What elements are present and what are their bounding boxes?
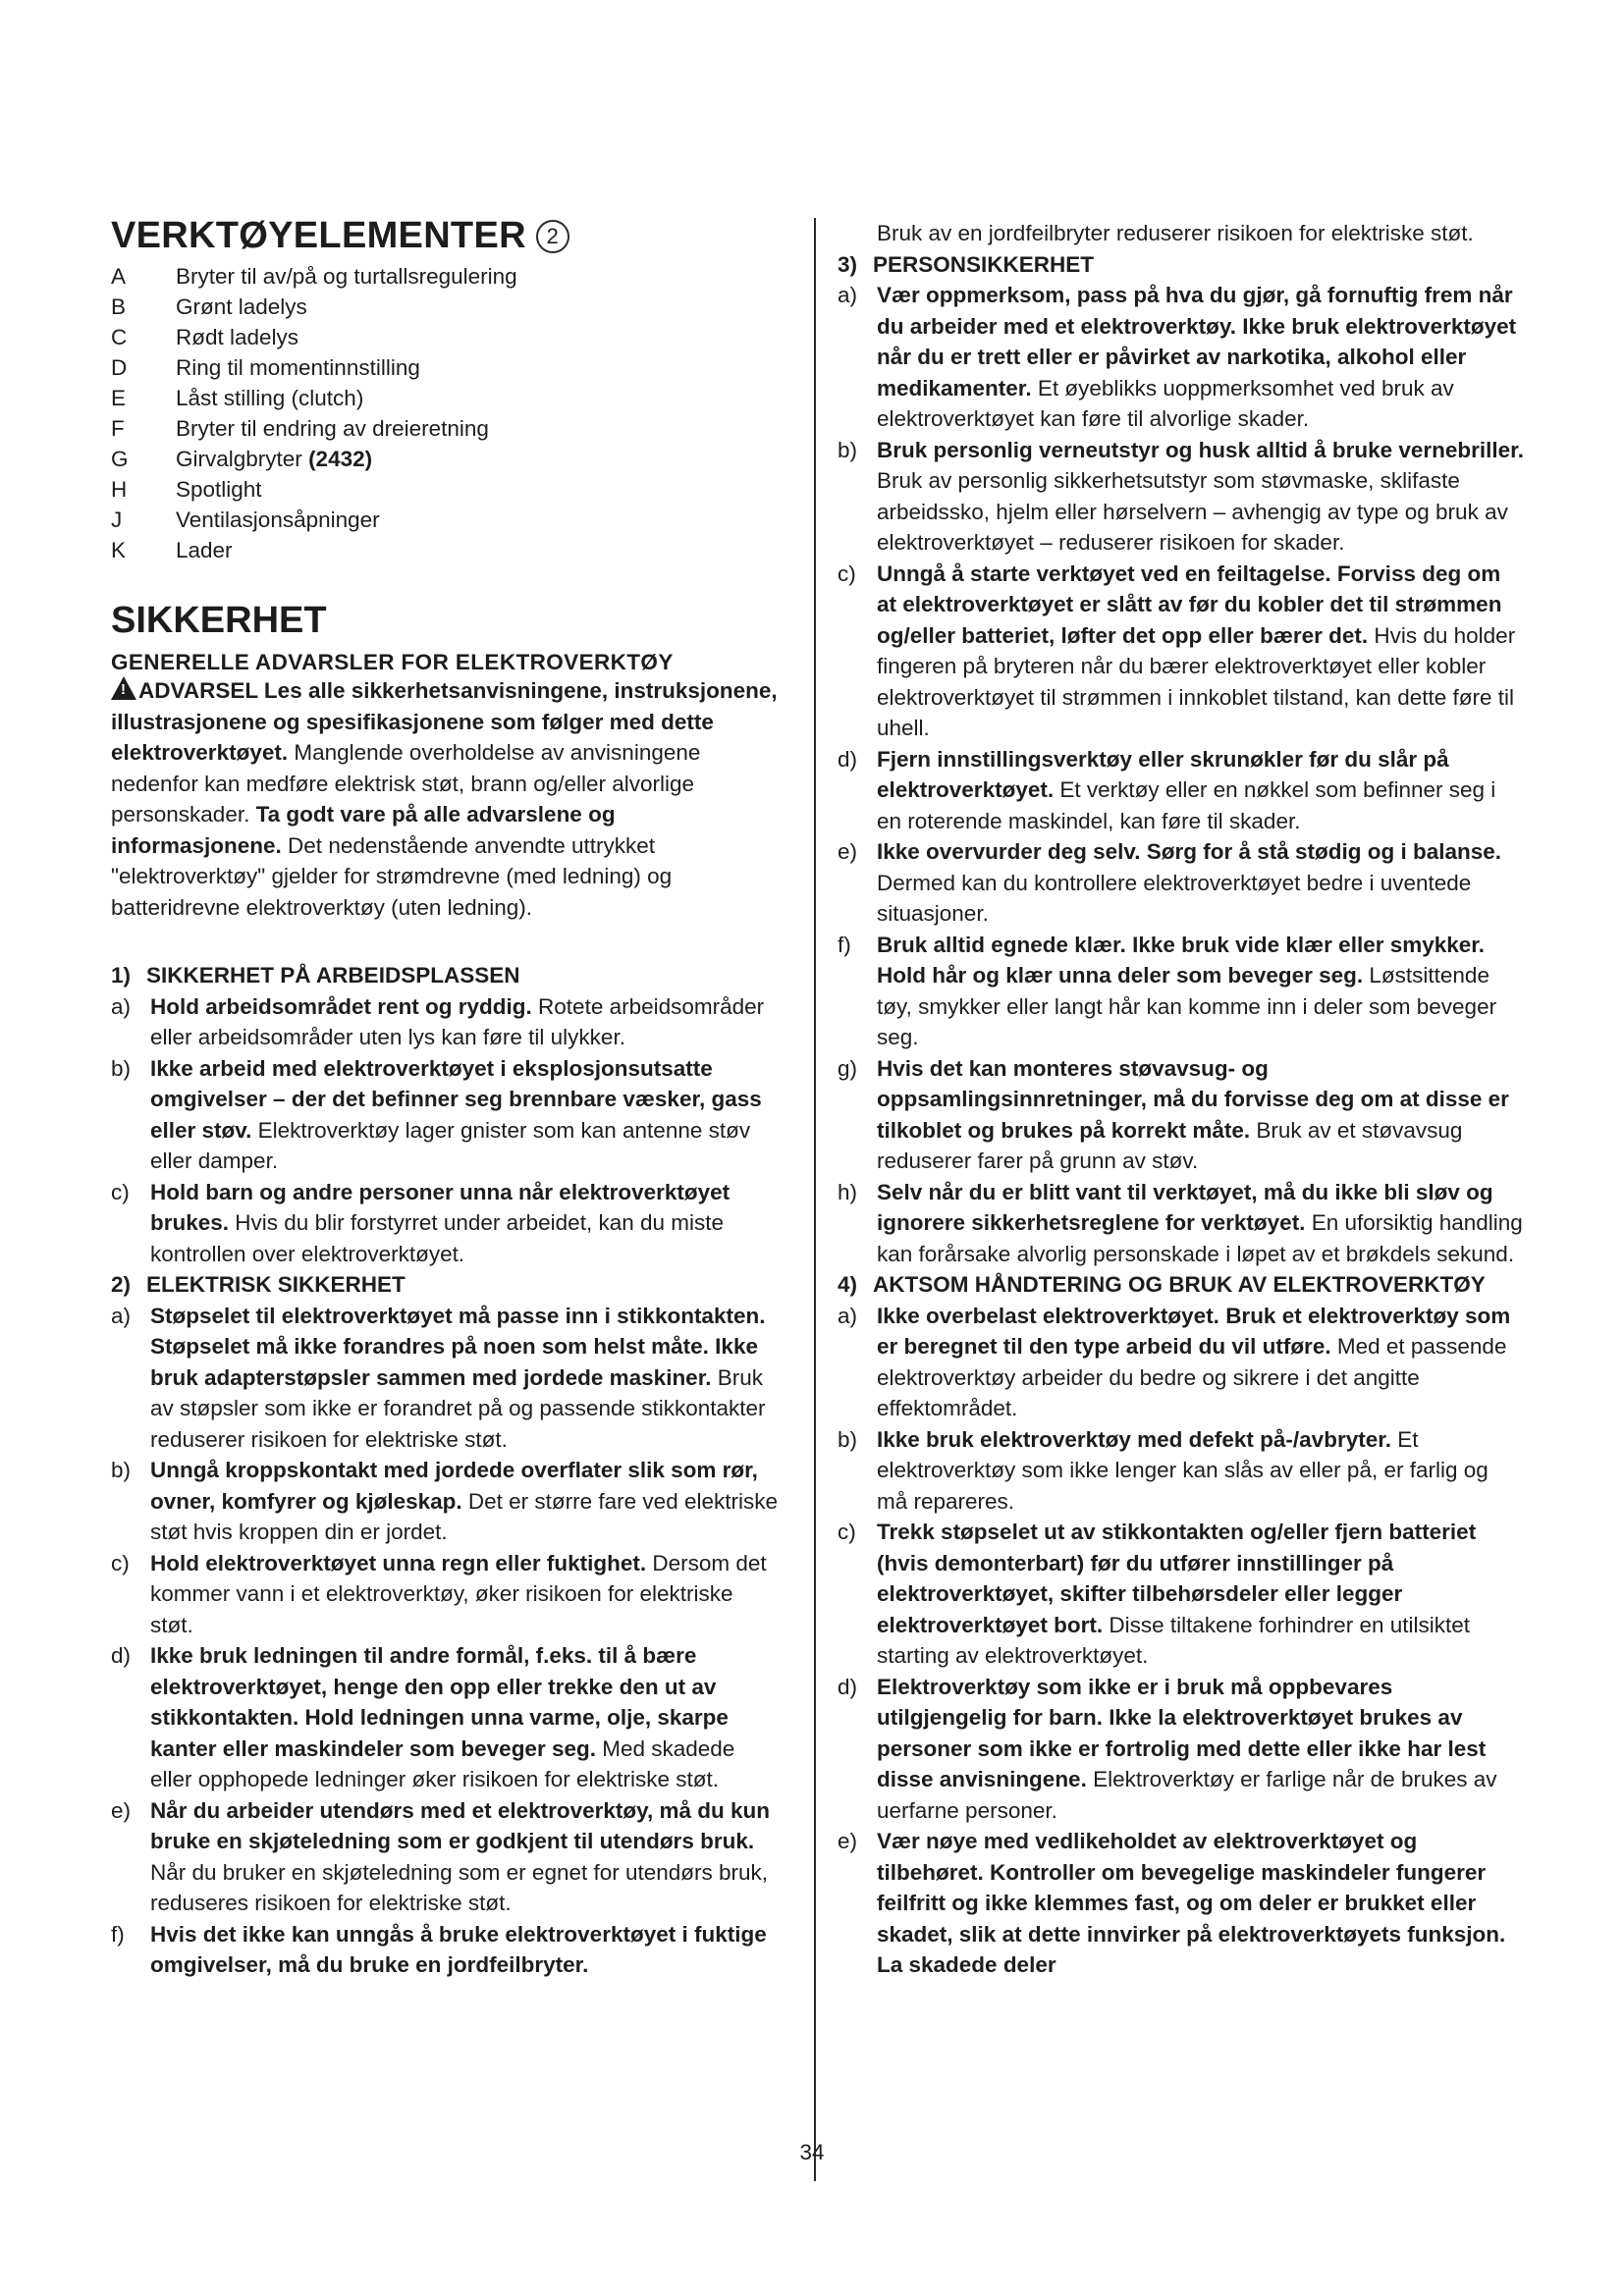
list-item: d) Elektroverktøy som ikke er i bruk må oppbevares utilgjengelig for barn. Ikke la elektroverktøyet brukes av personer som ikke er fortrolig med dette eller ikke har lest disse anvisningene. Elektroverktøy er farlige når de brukes av uerfarne personer. bbox=[838, 1674, 1497, 1823]
safety-heading: SIKKERHET bbox=[111, 600, 327, 641]
list-item: d) Ikke bruk ledningen til andre formål, f.eks. til å bære elektroverktøyet, henge den opp eller trekke den ut av stikkontakten. Hold ledningen unna varme, olje, skarpe kanter eller maskindeler som beveger seg. Med skadede eller opphopede ledninger øker risikoen for elektriske støt. bbox=[111, 1643, 735, 1791]
left-column bbox=[111, 214, 779, 1981]
list-item: b) Ikke arbeid med elektroverktøyet i eksplosjonsutsatte omgivelser – der det befinner seg brennbare væsker, gass eller støv. Elektroverktøy lager gnister som kan antenne støv eller damper. bbox=[111, 1055, 762, 1173]
figure-reference-circle: 2 bbox=[536, 220, 569, 253]
list-item: a) Hold arbeidsområdet rent og ryddig. Rotete arbeidsområder eller arbeidsområder uten lys kan føre til ulykker. bbox=[111, 993, 765, 1049]
elements-list bbox=[111, 261, 779, 565]
section-heading: 1) SIKKERHET PÅ ARBEIDSPLASSEN bbox=[111, 963, 520, 988]
warning-triangle-icon bbox=[111, 676, 136, 700]
warning-paragraph: !ADVARSEL Les alle sikkerhetsanvisningene, instruksjonene, illustrasjonene og spesifikasjonene som følger med dette elektroverktøyet. Manglende overholdelse av anvisningene nedenfor kan medføre elektrisk støt, brann og/eller alvorlige personskader. Ta godt vare på alle advarslene og informasjonene. Det nedenstående anvendte uttrykket "elektroverktøy" gjelder for strømdrevne (med ledning) og batteridrevne elektroverktøy (uten ledning). bbox=[111, 675, 779, 923]
list-item: g) Hvis det kan monteres støvavsug- og oppsamlingsinnretninger, må du forvisse deg om at disse er tilkoblet og brukes på korrekt måte. Bruk av et støvavsug reduserer farer på grunn av støv. bbox=[838, 1055, 1509, 1173]
element-item: A Bryter til av/på og turtallsregulering bbox=[111, 264, 517, 289]
safety-subheading: GENERELLE ADVARSLER FOR ELEKTROVERKTØY bbox=[111, 650, 674, 674]
list-item: e) Ikke overvurder deg selv. Sørg for å stå stødig og i balanse. Dermed kan du kontrollere elektroverktøyet bedre i uventede situasjoner. bbox=[838, 839, 1502, 926]
list-item: e) Vær nøye med vedlikeholdet av elektroverktøyet og tilbehøret. Kontroller om bevegelige maskindeler fungerer feilfritt og ikke klemmes fast, og om deler er brukket eller skadet, slik at dette innvirker på elektroverktøyets funksjon. La skadede deler bbox=[838, 1829, 1506, 1977]
element-item: K Lader bbox=[111, 538, 233, 562]
list-item: a) Ikke overbelast elektroverktøyet. Bruk et elektroverktøy som er beregnet til den type arbeid du vil utføre. Med et passende elektroverktøy arbeider du bedre og sikrere i det angitte effektområdet. bbox=[838, 1303, 1511, 1420]
element-item: B Grønt ladelys bbox=[111, 294, 307, 319]
page-number: 34 bbox=[799, 2140, 825, 2164]
list-item: f) Hvis det ikke kan unngås å bruke elektroverktøyet i fuktige omgivelser, må du bruke en jordfeilbryter. bbox=[111, 1921, 767, 1977]
column-divider bbox=[814, 218, 816, 2181]
list-item: c) Unngå å starte verktøyet ved en feiltagelse. Forviss deg om at elektroverktøyet er slått av før du kobler det til strømmen og/eller batteriet, løfter det opp eller bærer det. Hvis du holder fingeren på bryteren når du bærer elektroverktøyet eller kobler elektroverktøyet til strømmen i innkoblet tilstand, kan dette føre til uhell. bbox=[838, 561, 1516, 740]
elements-heading: VERKTØYELEMENTER 2 bbox=[111, 214, 779, 257]
list-item: b) Bruk personlig verneutstyr og husk alltid å bruke vernebriller. Bruk av personlig sikkerhetsutstyr som støvmaske, sklifaste arbeidssko, hjelm eller hørselvern – avhengig av type og bruk av elektroverktøyet – reduserer risikoen for skader. bbox=[838, 437, 1524, 555]
list-item: c) Trekk støpselet ut av stikkontakten og/eller fjern batteriet (hvis demonterbart) før du utfører innstillinger på elektroverktøyet, skifter tilbehørsdeler eller legger elektroverktøyet bort. Disse tiltakene forhindrer en utilsiktet starting av elektroverktøyet. bbox=[838, 1520, 1477, 1668]
continuation-text: Bruk av en jordfeilbryter reduserer risikoen for elektriske støt. bbox=[877, 221, 1474, 245]
list-item: h) Selv når du er blitt vant til verktøyet, må du ikke bli sløv og ignorere sikkerhetsreglene for verktøyet. En uforsiktig handling kan forårsake alvorlig personskade i løpet av et brøkdels sekund. bbox=[838, 1179, 1523, 1266]
list-item: a) Vær oppmerksom, pass på hva du gjør, gå fornuftig frem når du arbeider med et elektroverktøy. Ikke bruk elektroverktøyet når du er trett eller er påvirket av narkotika, alkohol eller medikamenter. Et øyeblikks uoppmerksomhet ved bruk av elektroverktøyet kan føre til alvorlige skader. bbox=[838, 283, 1517, 431]
right-column bbox=[838, 218, 1525, 1981]
section-heading: 3) PERSONSIKKERHET bbox=[838, 251, 1095, 277]
list-item: c) Hold barn og andre personer unna når elektroverktøyet brukes. Hvis du blir forstyrret under arbeidet, kan du miste kontrollen over elektroverktøyet. bbox=[111, 1179, 731, 1266]
element-item: E Låst stilling (clutch) bbox=[111, 386, 364, 410]
element-item: C Rødt ladelys bbox=[111, 325, 299, 349]
element-item: F Bryter til endring av dreieretning bbox=[111, 416, 489, 441]
list-item: c) Hold elektroverktøyet unna regn eller fuktighet. Dersom det kommer vann i et elektroverktøy, øker risikoen for elektriske støt. bbox=[111, 1550, 767, 1637]
list-item: e) Når du arbeider utendørs med et elektroverktøy, må du kun bruke en skjøteledning som er godkjent til utendørs bruk. Når du bruker en skjøteledning som er egnet for utendørs bruk, reduseres risikoen for elektriske støt. bbox=[111, 1797, 770, 1915]
section-heading: 2) ELEKTRISK SIKKERHET bbox=[111, 1272, 406, 1297]
list-item: b) Ikke bruk elektroverktøy med defekt på-/avbryter. Et elektroverktøy som ikke lenger kan slås av eller på, er farlig og må repareres. bbox=[838, 1426, 1489, 1514]
element-item: G Girvalgbryter (2432) bbox=[111, 447, 373, 471]
list-item: a) Støpselet til elektroverktøyet må passe inn i stikkontakten. Støpselet må ikke forandres på noen som helst måte. Ikke bruk adapterstøpsler sammen med jordede maskiner. Bruk av støpsler som ikke er forandret på og passende stikkontakter reduserer risikoen for elektriske støt. bbox=[111, 1303, 766, 1452]
section-heading: 4) AKTSOM HÅNDTERING OG BRUK AV ELEKTROVERKTØY bbox=[838, 1272, 1486, 1297]
element-item: H Spotlight bbox=[111, 477, 262, 502]
list-item: f) Bruk alltid egnede klær. Ikke bruk vide klær eller smykker. Hold hår og klær unna deler som beveger seg. Løstsittende tøy, smykker eller langt hår kan komme inn i deler som beveger seg. bbox=[838, 932, 1497, 1049]
element-item: J Ventilasjonsåpninger bbox=[111, 507, 380, 532]
element-item: D Ring til momentinnstilling bbox=[111, 355, 420, 380]
list-item: d) Fjern innstillingsverktøy eller skrunøkler før du slår på elektroverktøyet. Et verktøy eller en nøkkel som befinner seg i en roterende maskindel, kan føre til skader. bbox=[838, 746, 1496, 833]
list-item: b) Unngå kroppskontakt med jordede overflater slik som rør, ovner, komfyrer og kjøleskap. Det er større fare ved elektriske støt hvis kroppen din er jordet. bbox=[111, 1458, 778, 1544]
